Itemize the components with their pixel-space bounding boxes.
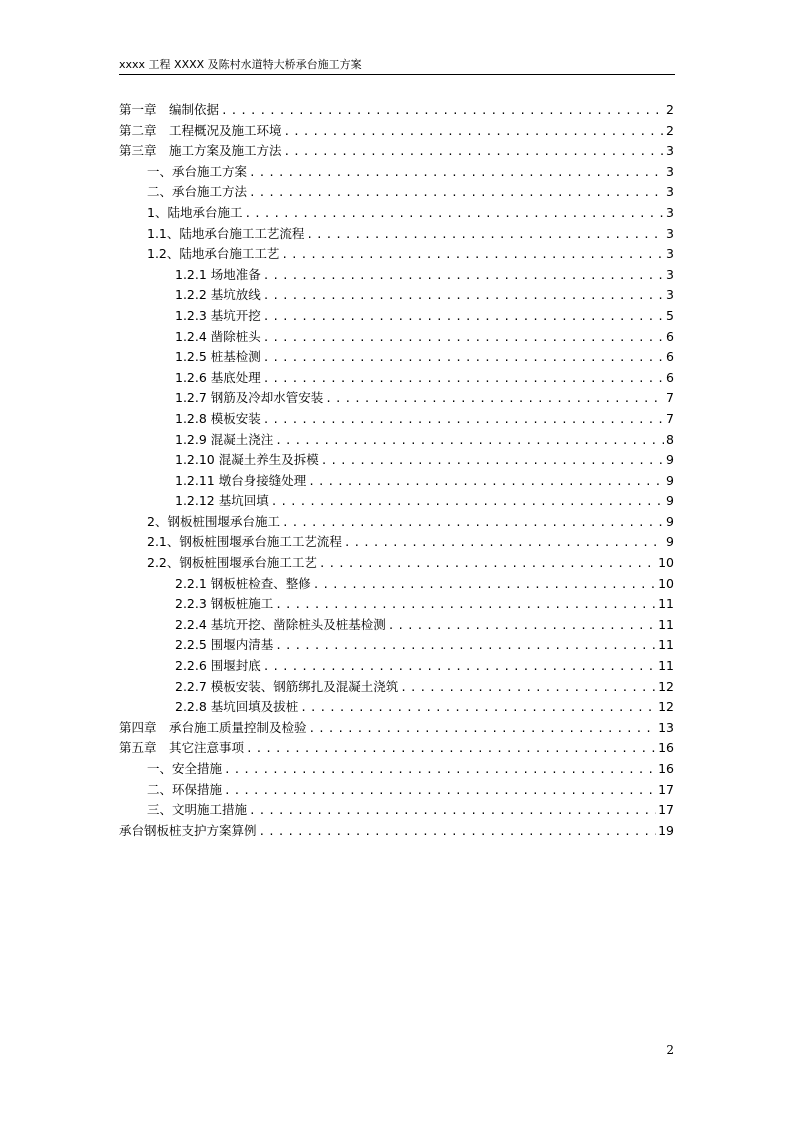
toc-entry-label: 第五章 其它注意事项 (119, 740, 245, 756)
toc-entry-page: 6 (666, 328, 674, 344)
toc-dot-leader (275, 636, 656, 657)
toc-entry-label: 1.2、陆地承台施工工艺 (147, 246, 280, 262)
toc-entry-label: 1.2.5 桩基检测 (175, 349, 261, 365)
toc-entry-page: 19 (658, 822, 674, 838)
toc-entry-label: 2.2.5 围堰内清基 (175, 637, 274, 653)
toc-dot-leader (313, 575, 656, 596)
toc-entry-label: 2.2.3 钢板桩施工 (175, 596, 274, 612)
toc-dot-leader (325, 389, 664, 410)
toc-entry-label: 1.2.10 混凝土养生及拆模 (175, 452, 319, 468)
toc-entry-page: 10 (658, 575, 674, 591)
toc-entry-page: 5 (666, 307, 674, 323)
toc-dot-leader (275, 595, 656, 616)
header-rule (119, 74, 675, 75)
toc-dot-leader (244, 204, 664, 225)
toc-entry-label: 第三章 施工方案及施工方法 (119, 143, 282, 159)
toc-dot-leader (259, 822, 657, 843)
toc-entry-label: 三、文明施工措施 (147, 802, 248, 818)
toc-entry[interactable] (119, 491, 674, 512)
toc-dot-leader (263, 369, 664, 390)
toc-entry-label: 1.1、陆地承台施工工艺流程 (147, 225, 305, 241)
toc-entry-page: 12 (658, 699, 674, 715)
toc-entry[interactable] (119, 327, 674, 348)
toc-entry-label: 1.2.1 场地准备 (175, 266, 261, 282)
toc-entry[interactable] (119, 141, 674, 162)
toc-dot-leader (263, 657, 656, 678)
toc-entry-page: 7 (666, 410, 674, 426)
toc-entry[interactable] (119, 203, 674, 224)
toc-entry-label: 一、安全措施 (147, 761, 223, 776)
toc-entry-page: 10 (658, 555, 674, 571)
toc-entry[interactable] (119, 677, 674, 698)
toc-dot-leader (221, 101, 664, 122)
toc-entry-page: 11 (658, 658, 674, 674)
toc-dot-leader (300, 698, 656, 719)
toc-entry[interactable] (119, 635, 674, 656)
toc-entry[interactable] (119, 368, 674, 389)
toc-dot-leader (284, 122, 665, 143)
toc-entry-page: 11 (658, 596, 674, 612)
toc-dot-leader (246, 739, 656, 760)
toc-entry-label: 1.2.4 凿除桩头 (175, 328, 261, 344)
toc-entry[interactable] (119, 656, 674, 677)
toc-entry[interactable] (119, 821, 674, 842)
toc-entry[interactable] (119, 162, 674, 183)
toc-entry[interactable] (119, 471, 674, 492)
toc-entry-label: 1.2.6 基底处理 (175, 369, 261, 385)
toc-entry[interactable] (119, 738, 674, 759)
toc-entry-label: 2.2.4 基坑开挖、凿除桩头及桩基检测 (175, 616, 386, 632)
toc-entry-page: 9 (666, 493, 674, 509)
toc-dot-leader (249, 801, 656, 822)
toc-entry-label: 第四章 承台施工质量控制及检验 (119, 719, 307, 735)
toc-entry[interactable] (119, 759, 674, 780)
toc-entry-label: 2.2.8 基坑回填及拔桩 (175, 699, 299, 715)
toc-entry-page: 3 (666, 143, 674, 159)
toc-entry-label: 一、承台施工方案 (147, 163, 248, 179)
toc-entry-page: 8 (666, 431, 674, 447)
toc-entry-page: 13 (658, 719, 674, 735)
toc-entry-page: 3 (666, 225, 674, 241)
toc-dot-leader (263, 266, 664, 287)
toc-entry[interactable] (119, 285, 674, 306)
page-header: xxxx 工程 XXXX 及陈村水道特大桥承台施工方案 (119, 58, 362, 71)
toc-entry-page: 2 (666, 102, 674, 117)
toc-entry[interactable] (119, 347, 674, 368)
toc-entry[interactable] (119, 224, 674, 245)
toc-entry-page: 3 (666, 266, 674, 282)
toc-dot-leader (281, 245, 664, 266)
toc-entry[interactable] (119, 388, 674, 409)
toc-entry-label: 2.2、钢板桩围堰承台施工工艺 (147, 555, 317, 571)
toc-entry[interactable] (119, 532, 674, 553)
toc-entry-page: 11 (658, 637, 674, 653)
toc-dot-leader (284, 142, 665, 163)
toc-dot-leader (263, 307, 664, 328)
toc-dot-leader (271, 492, 664, 513)
toc-entry-page: 3 (666, 204, 674, 220)
toc-entry-label: 1.2.8 模板安装 (175, 410, 261, 426)
toc-dot-leader (263, 348, 664, 369)
toc-entry-label: 1、陆地承台施工 (147, 204, 243, 220)
toc-entry-page: 6 (666, 369, 674, 385)
toc-entry-label: 2.2.1 钢板桩检查、整修 (175, 575, 311, 591)
toc-entry-label: 1.2.7 钢筋及冷却水管安装 (175, 390, 324, 406)
toc-entry[interactable] (119, 182, 674, 203)
toc-entry-label: 第二章 工程概况及施工环境 (119, 122, 282, 138)
toc-entry-page: 16 (658, 740, 674, 756)
toc-entry-page: 17 (658, 781, 674, 797)
toc-entry[interactable] (119, 718, 674, 739)
toc-entry-page: 2 (666, 122, 674, 138)
toc-dot-leader (344, 533, 664, 554)
toc-entry-page: 3 (666, 287, 674, 303)
toc-entry-page: 6 (666, 349, 674, 365)
toc-entry-label: 1.2.3 基坑开挖 (175, 307, 261, 323)
toc-entry[interactable] (119, 594, 674, 615)
toc-dot-leader (275, 431, 664, 452)
toc-dot-leader (319, 554, 656, 575)
toc-dot-leader (308, 472, 664, 493)
toc-entry-page: 9 (666, 452, 674, 468)
toc-entry-page: 9 (666, 534, 674, 550)
toc-dot-leader (388, 616, 656, 637)
toc-entry-page: 17 (658, 802, 674, 818)
toc-dot-leader (224, 781, 656, 802)
toc-dot-leader (249, 183, 664, 204)
toc-dot-leader (263, 410, 664, 431)
toc-dot-leader (321, 451, 664, 472)
toc-entry-page: 7 (666, 390, 674, 406)
toc-entry[interactable] (119, 244, 674, 265)
toc-dot-leader (263, 328, 664, 349)
toc-entry[interactable] (119, 512, 674, 533)
toc-entry-label: 1.2.9 混凝土浇注 (175, 431, 274, 447)
toc-entry[interactable] (119, 265, 674, 286)
toc-entry[interactable] (119, 574, 674, 595)
toc-entry-label: 第一章 编制依据 (119, 102, 220, 117)
toc-entry-page: 3 (666, 163, 674, 179)
toc-entry[interactable] (119, 100, 674, 121)
toc-entry-page: 16 (658, 761, 674, 776)
toc-dot-leader (249, 163, 664, 184)
toc-entry[interactable] (119, 553, 674, 574)
toc-entry-page: 11 (658, 616, 674, 632)
toc-entry-label: 2.2.6 围堰封底 (175, 658, 261, 674)
toc-entry[interactable] (119, 697, 674, 718)
toc-dot-leader (224, 760, 656, 781)
toc-entry-label: 承台钢板桩支护方案算例 (119, 822, 257, 838)
toc-entry[interactable] (119, 306, 674, 327)
toc-entry-page: 12 (658, 678, 674, 694)
toc-entry-label: 2、钢板桩围堰承台施工 (147, 513, 280, 529)
table-of-contents (119, 100, 674, 841)
toc-entry-label: 2.2.7 模板安装、钢筋绑扎及混凝土浇筑 (175, 678, 399, 694)
toc-entry[interactable] (119, 409, 674, 430)
toc-dot-leader (309, 719, 657, 740)
toc-entry[interactable] (119, 121, 674, 142)
toc-entry-label: 1.2.12 基坑回填 (175, 493, 269, 509)
toc-dot-leader (282, 513, 664, 534)
toc-entry[interactable] (119, 615, 674, 636)
page-number: 2 (666, 1043, 674, 1057)
toc-entry-page: 9 (666, 472, 674, 488)
toc-entry-label: 2.1、钢板桩围堰承台施工工艺流程 (147, 534, 342, 550)
toc-entry-label: 二、承台施工方法 (147, 184, 248, 200)
toc-entry[interactable] (119, 780, 674, 801)
toc-entry-page: 3 (666, 184, 674, 200)
toc-entry-label: 1.2.11 墩台身接缝处理 (175, 472, 307, 488)
toc-dot-leader (400, 678, 656, 699)
toc-entry-label: 1.2.2 基坑放线 (175, 287, 261, 303)
toc-entry-page: 9 (666, 513, 674, 529)
toc-entry[interactable] (119, 450, 674, 471)
toc-dot-leader (306, 225, 664, 246)
toc-entry[interactable] (119, 430, 674, 451)
toc-entry-label: 二、环保措施 (147, 781, 223, 797)
toc-entry[interactable] (119, 800, 674, 821)
toc-entry-page: 3 (666, 246, 674, 262)
toc-dot-leader (263, 286, 664, 307)
